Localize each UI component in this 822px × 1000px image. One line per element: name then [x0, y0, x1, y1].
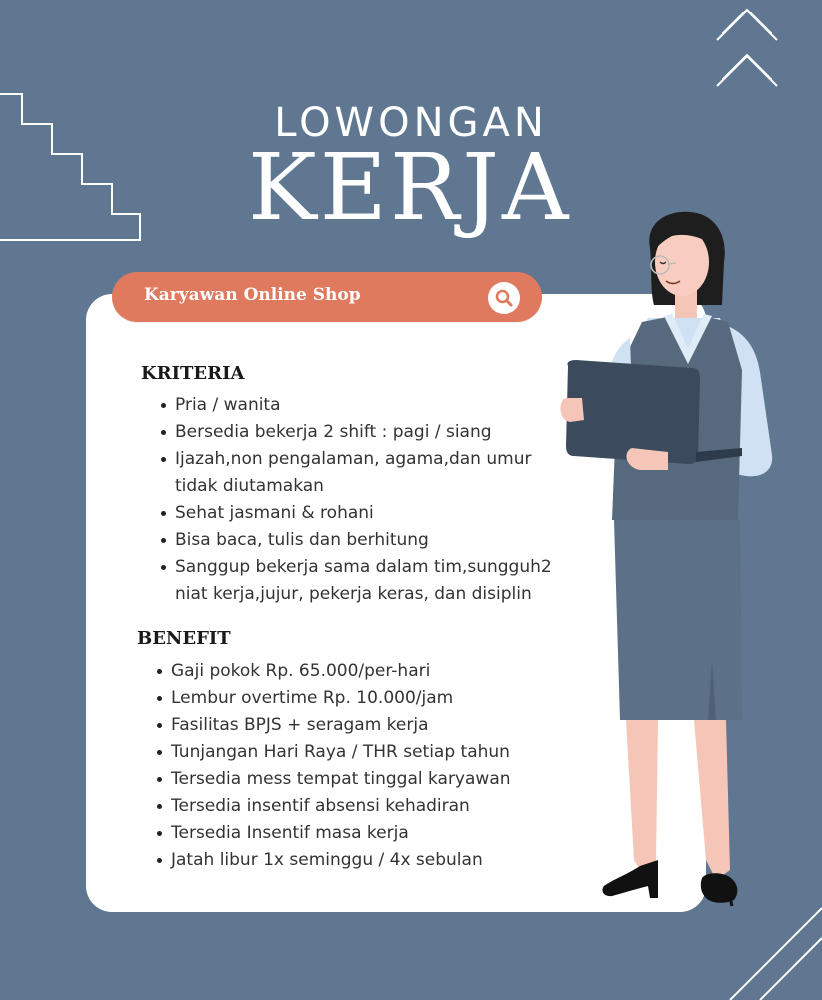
benefit-heading: BENEFIT — [137, 628, 231, 649]
list-item: Ijazah,non pengalaman, agama,dan umur tidak diutamakan — [161, 446, 553, 500]
list-item: Sehat jasmani & rohani — [161, 500, 553, 527]
list-item: Bisa baca, tulis dan berhitung — [161, 527, 553, 554]
list-item: Pria / wanita — [161, 392, 553, 419]
diagonal-lines-decoration — [720, 900, 822, 1000]
list-item: Fasilitas BPJS + seragam kerja — [157, 712, 537, 739]
list-item: Tersedia insentif absensi kehadiran — [157, 793, 537, 820]
search-icon — [488, 282, 520, 314]
list-item: Sanggup bekerja sama dalam tim,sungguh2 niat kerja,jujur, pekerja keras, dan disiplin — [161, 554, 553, 608]
list-item: Tersedia Insentif masa kerja — [157, 820, 537, 847]
list-item: Tersedia mess tempat tinggal karyawan — [157, 766, 537, 793]
list-item: Lembur overtime Rp. 10.000/jam — [157, 685, 537, 712]
list-item: Jatah libur 1x seminggu / 4x sebulan — [157, 847, 537, 874]
header-subtitle: LOWONGAN — [274, 100, 548, 146]
position-pill — [112, 272, 542, 322]
woman-with-laptop-illustration — [555, 205, 785, 915]
kriteria-heading: KRITERIA — [141, 363, 245, 384]
position-label: Karyawan Online Shop — [144, 285, 361, 305]
benefit-list — [157, 658, 537, 874]
list-item: Gaji pokok Rp. 65.000/per-hari — [157, 658, 537, 685]
chevron-inner-decoration — [722, 12, 772, 92]
kriteria-list — [161, 392, 553, 608]
list-item: Bersedia bekerja 2 shift : pagi / siang — [161, 419, 553, 446]
header-title: KERJA — [248, 134, 572, 241]
list-item: Tunjangan Hari Raya / THR setiap tahun — [157, 739, 537, 766]
